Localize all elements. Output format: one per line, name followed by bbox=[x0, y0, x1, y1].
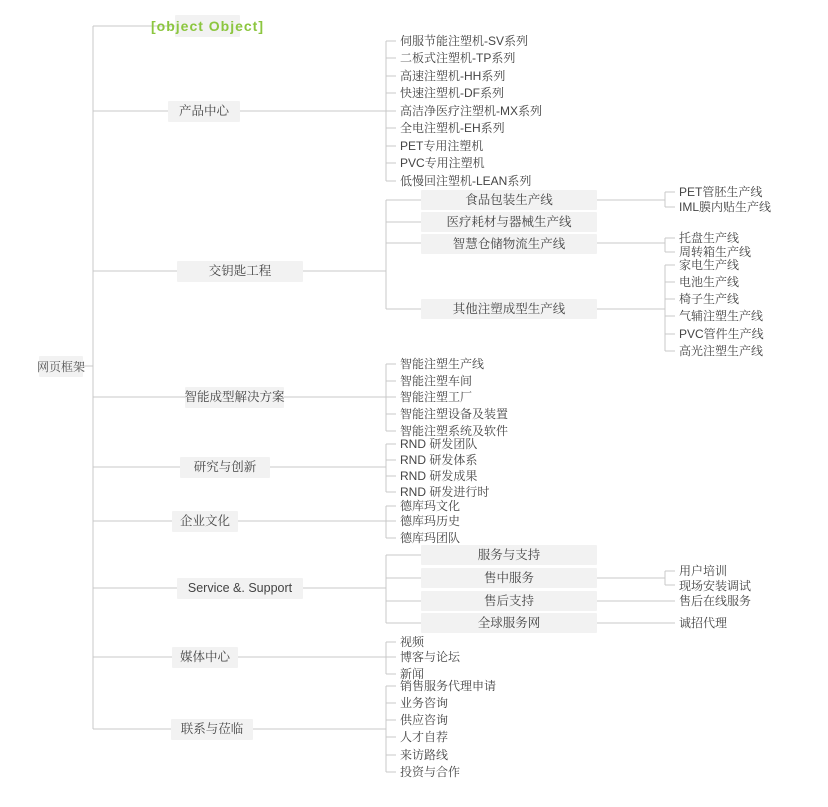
list-item[interactable]: 伺服节能注塑机-SV系列 bbox=[400, 34, 529, 48]
nav-item-turnkey[interactable] bbox=[177, 261, 303, 282]
list-item[interactable]: 智能注塑设备及装置 bbox=[400, 407, 509, 421]
root-node[interactable] bbox=[37, 356, 86, 377]
list-item[interactable]: 智能注塑系统及软件 bbox=[400, 424, 509, 438]
nav-label: 媒体中心 bbox=[179, 650, 230, 665]
nav-label: Service &. Support bbox=[187, 581, 293, 596]
list-item[interactable]: PET专用注塑机 bbox=[400, 139, 484, 153]
list-item[interactable]: 高洁净医疗注塑机-MX系列 bbox=[400, 104, 542, 118]
list-item[interactable]: 托盘生产线 bbox=[679, 231, 740, 245]
nav-label: 企业文化 bbox=[179, 514, 230, 529]
nav-label: 智能成型解决方案 bbox=[184, 390, 285, 405]
turnkey-other-node[interactable]: 其他注塑成型生产线 bbox=[421, 299, 597, 319]
list-item[interactable]: IML膜内贴生产线 bbox=[679, 200, 772, 214]
list-item[interactable]: 人才自荐 bbox=[400, 730, 449, 744]
list-item[interactable]: 德库玛文化 bbox=[400, 499, 461, 513]
list-item[interactable]: 投资与合作 bbox=[400, 765, 461, 779]
list-item[interactable]: 用户培训 bbox=[679, 564, 728, 578]
nav-label: 交钥匙工程 bbox=[208, 264, 272, 279]
list-item[interactable]: 诚招代理 bbox=[679, 616, 728, 630]
logo-label: [object Object] bbox=[151, 18, 265, 34]
list-item[interactable]: 德库玛团队 bbox=[400, 531, 461, 545]
list-item[interactable]: RND 研发团队 bbox=[400, 437, 478, 451]
list-item[interactable]: RND 研发成果 bbox=[400, 469, 478, 483]
list-item[interactable]: 高速注塑机-HH系列 bbox=[400, 69, 506, 83]
turnkey-medical-node[interactable]: 医疗耗材与器械生产线 bbox=[421, 212, 597, 232]
list-item[interactable]: RND 研发进行时 bbox=[400, 485, 490, 499]
logo-node[interactable] bbox=[151, 15, 265, 37]
turnkey-smart-node[interactable]: 智慧仓储物流生产线 bbox=[421, 234, 597, 254]
list-item[interactable]: 博客与论坛 bbox=[400, 650, 461, 664]
list-item[interactable]: 全电注塑机-EH系列 bbox=[400, 121, 505, 135]
service-global-network-node[interactable]: 全球服务网 bbox=[421, 613, 597, 633]
list-item[interactable]: 智能注塑生产线 bbox=[400, 357, 485, 371]
nav-item-culture[interactable] bbox=[172, 511, 238, 532]
nav-item-products[interactable] bbox=[168, 101, 240, 122]
nav-item-research[interactable] bbox=[180, 457, 270, 478]
list-item[interactable]: 家电生产线 bbox=[679, 258, 740, 272]
list-item[interactable]: 二板式注塑机-TP系列 bbox=[400, 51, 516, 65]
root-label: 网页框架 bbox=[37, 359, 86, 374]
list-item[interactable]: 低慢回注塑机-LEAN系列 bbox=[400, 174, 532, 188]
list-item[interactable]: 现场安装调试 bbox=[679, 579, 752, 593]
nav-item-service[interactable] bbox=[177, 578, 303, 599]
list-item[interactable]: 德库玛历史 bbox=[400, 514, 461, 528]
list-item[interactable]: PVC专用注塑机 bbox=[400, 156, 485, 170]
list-item[interactable]: 销售服务代理申请 bbox=[400, 679, 497, 693]
list-item[interactable]: 电池生产线 bbox=[679, 275, 740, 289]
list-item[interactable]: 视频 bbox=[400, 635, 425, 649]
list-item[interactable]: PET管胚生产线 bbox=[679, 185, 763, 199]
nav-label: 产品中心 bbox=[178, 104, 229, 119]
nav-label: 联系与莅临 bbox=[180, 722, 244, 737]
list-item[interactable]: 新闻 bbox=[400, 667, 425, 681]
list-item[interactable]: 快速注塑机-DF系列 bbox=[400, 86, 504, 100]
list-item[interactable]: PVC管件生产线 bbox=[679, 327, 764, 341]
service-support-node[interactable]: 服务与支持 bbox=[421, 545, 597, 565]
list-item[interactable]: 供应咨询 bbox=[400, 713, 449, 727]
list-item[interactable]: 智能注塑车间 bbox=[400, 374, 473, 388]
list-item[interactable]: 业务咨询 bbox=[400, 696, 449, 710]
list-item[interactable]: 智能注塑工厂 bbox=[400, 390, 473, 404]
nav-label: 研究与创新 bbox=[193, 460, 257, 475]
list-item[interactable]: 售后在线服务 bbox=[679, 594, 752, 608]
list-item[interactable]: RND 研发体系 bbox=[400, 453, 478, 467]
list-item[interactable]: 气辅注塑生产线 bbox=[679, 309, 764, 323]
list-item[interactable]: 高光注塑生产线 bbox=[679, 344, 764, 358]
nav-item-contact[interactable] bbox=[171, 719, 253, 740]
service-after-sale-node[interactable]: 售后支持 bbox=[421, 591, 597, 611]
service-during-sale-node[interactable]: 售中服务 bbox=[421, 568, 597, 588]
nav-item-media[interactable] bbox=[172, 647, 238, 668]
list-item[interactable]: 来访路线 bbox=[400, 748, 449, 762]
list-item[interactable]: 周转箱生产线 bbox=[679, 245, 752, 259]
list-item[interactable]: 椅子生产线 bbox=[679, 292, 740, 306]
turnkey-food-node[interactable]: 食品包装生产线 bbox=[421, 190, 597, 210]
nav-item-solutions[interactable] bbox=[185, 387, 284, 408]
